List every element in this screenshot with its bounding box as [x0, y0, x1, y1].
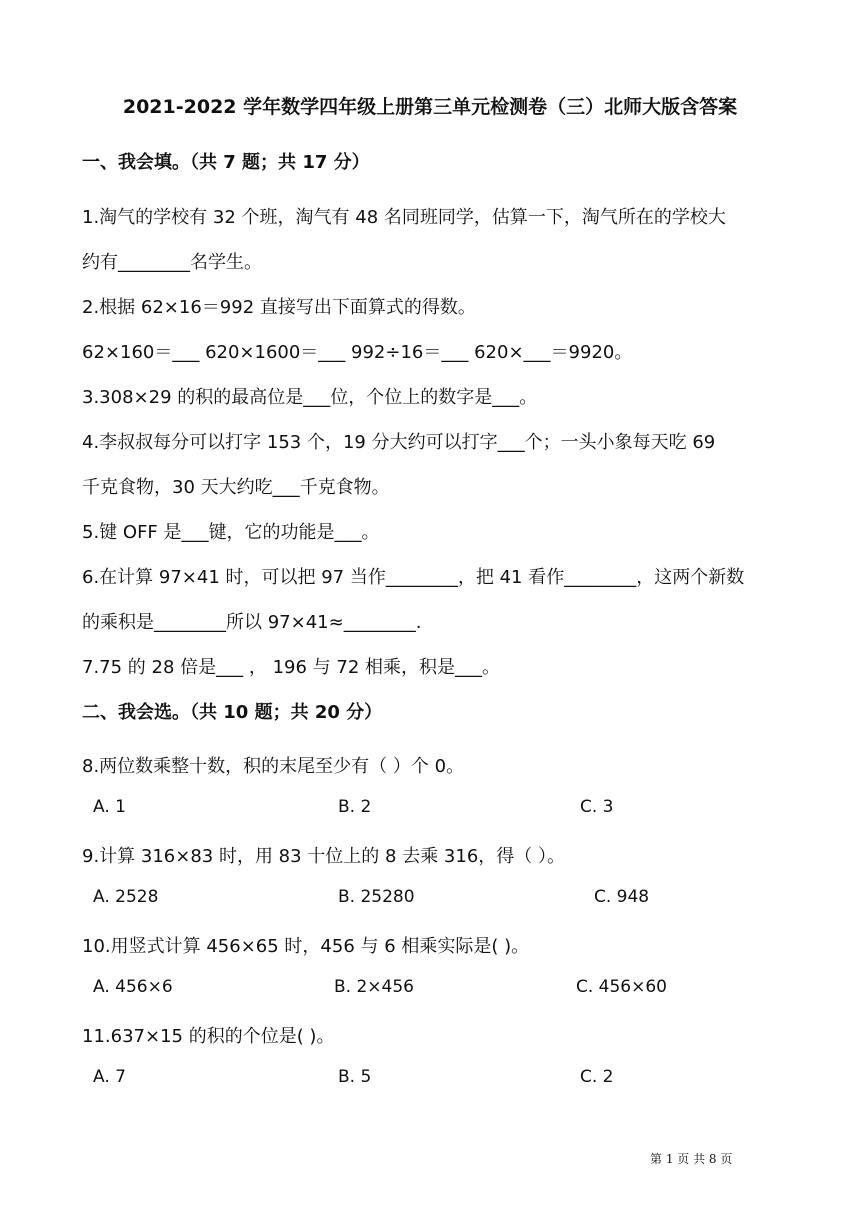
question-9-option-a[interactable]: A. 2528	[93, 887, 159, 907]
question-8-option-a[interactable]: A. 1	[93, 797, 126, 817]
question-8-stem: 8.两位数乘整十数，积的末尾至少有（ ）个 0。	[82, 756, 465, 777]
question-11-option-a[interactable]: A. 7	[93, 1067, 126, 1087]
question-9-option-c[interactable]: C. 948	[594, 887, 650, 907]
question-8-option-c[interactable]: C. 3	[580, 797, 614, 817]
question-10-option-a[interactable]: A. 456×6	[93, 977, 173, 997]
page-number-footer: 第 1 页 共 8 页	[650, 1152, 733, 1166]
question-9-option-b[interactable]: B. 25280	[338, 887, 415, 907]
question-8-option-b[interactable]: B. 2	[338, 797, 372, 817]
question-1-line-2: 约有________名学生。	[82, 252, 262, 273]
document-title: 2021-2022 学年数学四年级上册第三单元检测卷（三）北师大版含答案	[122, 96, 738, 118]
question-11-option-b[interactable]: B. 5	[338, 1067, 372, 1087]
question-5: 5.键 OFF 是___键，它的功能是___。	[82, 522, 380, 543]
question-2-line-1: 2.根据 62×16＝992 直接写出下面算式的得数。	[82, 297, 476, 318]
question-4-line-2: 千克食物，30 天大约吃___千克食物。	[82, 477, 390, 498]
question-2-line-2: 62×160＝___ 620×1600＝___ 992÷16＝___ 620×___＝9920。	[82, 342, 633, 363]
section-2-heading: 二、我会选。（共 10 题；共 20 分）	[82, 702, 383, 723]
question-6-line-2: 的乘积是________所以 97×41≈________.	[82, 612, 422, 633]
question-1-line-1: 1.淘气的学校有 32 个班，淘气有 48 名同班同学，估算一下，淘气所在的学校大	[82, 207, 726, 228]
question-6-line-1: 6.在计算 97×41 时，可以把 97 当作________，把 41 看作________，这两个新数	[82, 567, 745, 588]
section-1-heading: 一、我会填。（共 7 题；共 17 分）	[82, 152, 370, 173]
question-10-option-c[interactable]: C. 456×60	[576, 977, 668, 997]
question-4-line-1: 4.李叔叔每分可以打字 153 个，19 分大约可以打字___个；一头小象每天吃 69	[82, 432, 716, 453]
question-11-stem: 11.637×15 的积的个位是( )。	[82, 1026, 335, 1047]
question-10-stem: 10.用竖式计算 456×65 时，456 与 6 相乘实际是( )。	[82, 936, 530, 957]
question-7: 7.75 的 28 倍是___ ， 196 与 72 相乘，积是___。	[82, 657, 501, 678]
question-3: 3.308×29 的积的最高位是___位，个位上的数字是___。	[82, 387, 538, 408]
question-10-option-b[interactable]: B. 2×456	[334, 977, 414, 997]
question-11-option-c[interactable]: C. 2	[580, 1067, 614, 1087]
question-9-stem: 9.计算 316×83 时，用 83 十位上的 8 去乘 316，得（ ）。	[82, 846, 566, 867]
